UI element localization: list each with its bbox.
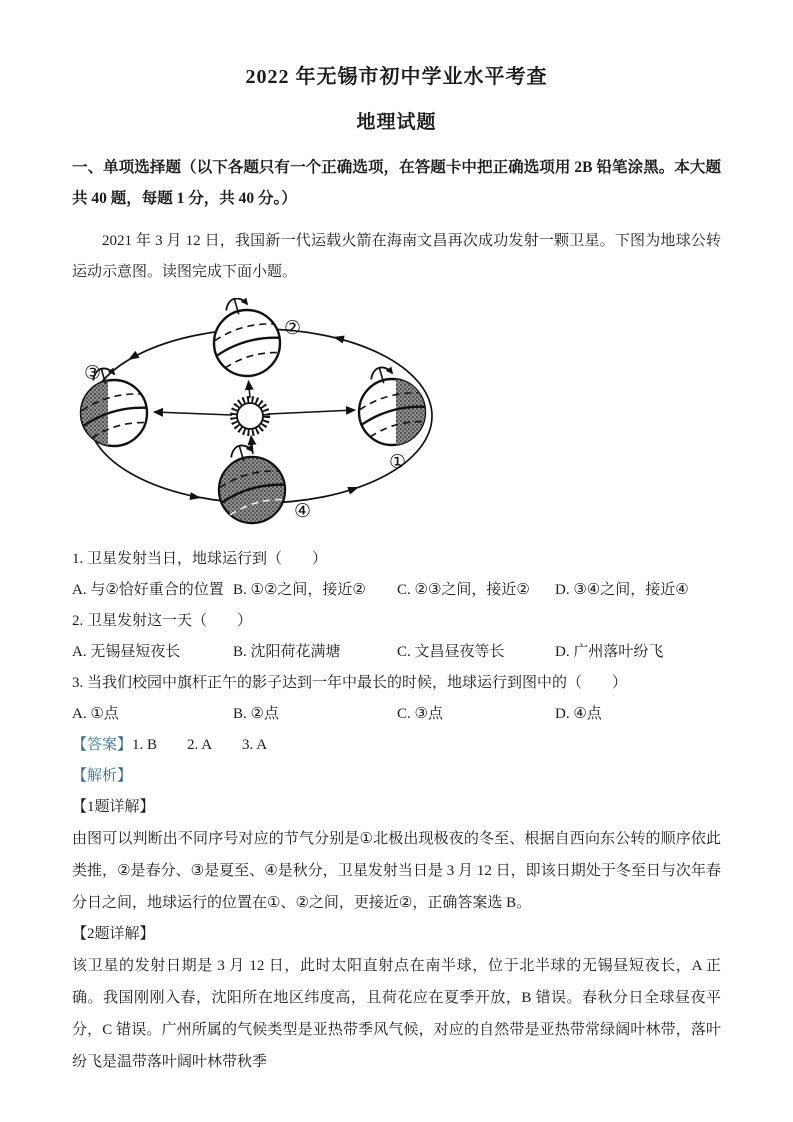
- orbit-arrow: [347, 483, 360, 494]
- question-2-stem: 2. 卫星发射这一天（ ）: [72, 613, 253, 629]
- question-1-option-a: A. 与②恰好重合的位置: [72, 582, 224, 598]
- question-3-option-c: C. ③点: [397, 706, 443, 722]
- earth-globe-position-1: [348, 359, 429, 445]
- question-1-stem: 1. 卫星发射当日，地球运行到（ ）: [72, 551, 328, 567]
- sun-icon: [234, 400, 267, 433]
- orbit-arrow: [126, 351, 140, 364]
- question-2-option-d: D. 广州落叶纷飞: [555, 644, 664, 660]
- analysis-label: 【解析】: [72, 768, 133, 784]
- analysis-2-body: 该卫星的发射日期是 3 月 12 日，此时太阳直射点在南半球，位于北半球的无锡昼短夜长，A 正确。我国刚刚入春，沈阳所在地区纬度高，且荷花应在夏季开放，B 错误。春秋分日全球昼夜平分，C 错误。广州所属的气候类型是亚热带季风气候，对应的自然带是亚热带常绿阔叶林带，落叶纷飞是温带落叶阔叶林带秋季: [72, 958, 721, 1070]
- analysis-2-heading: 【2题详解】: [72, 926, 155, 942]
- question-1-option-b: B. ①②之间，接近②: [233, 582, 366, 598]
- intro-paragraph: 2021 年 3 月 12 日，我国新一代运载火箭在海南文昌再次成功发射一颗卫星。下图为地球公转运动示意图。读图完成下面小题。: [72, 233, 721, 280]
- answer-item-1: 1. B: [132, 737, 158, 753]
- answer-item-3: 3. A: [242, 737, 268, 753]
- question-1-options: [72, 575, 721, 606]
- question-1-option-c: C. ②③之间，接近②: [397, 582, 530, 598]
- earth-revolution-diagram: [74, 298, 466, 538]
- questions-block: [72, 544, 721, 1078]
- question-2-option-c: C. 文昌昼夜等长: [397, 644, 505, 660]
- question-2-option-b: B. 沈阳荷花满塘: [233, 644, 341, 660]
- position-label-1: ①: [389, 451, 407, 473]
- position-label-4: ④: [294, 500, 312, 522]
- question-3-option-a: A. ①点: [72, 706, 119, 722]
- question-3-option-b: B. ②点: [233, 706, 279, 722]
- answer-line: [72, 730, 721, 761]
- section-heading: 一、单项选择题（以下各题只有一个正确选项，在答题卡中把正确选项用 2B 铅笔涂黑。本大题共 40 题，每题 1 分，共 40 分。）: [72, 159, 721, 207]
- sun-ray-arrow-left: [154, 412, 232, 415]
- question-3-options: [72, 699, 721, 730]
- sun-ray-arrow-right: [268, 410, 355, 414]
- question-3-option-d: D. ④点: [555, 706, 602, 722]
- paper-subtitle: 地理试题: [356, 112, 437, 133]
- position-label-2: ②: [284, 317, 302, 339]
- question-1-option-d: D. ③④之间，接近④: [555, 582, 689, 598]
- analysis-1-body: 由图可以判断出不同序号对应的节气分别是①北极出现极夜的冬至、根据自西向东公转的顺序依此类推，②是春分、③是夏至、④是秋分，卫星发射当日是 3 月 12 日，即该日期处于冬至日与次年春分日之间，地球运行的位置在①、②之间，更接近②，正确答案选 B。: [72, 831, 721, 911]
- answer-label: 【答案】: [72, 737, 133, 753]
- earth-globe-position-4: [208, 437, 289, 523]
- position-label-3: ③: [84, 362, 102, 384]
- earth-orbit-figure: [74, 298, 466, 538]
- question-3-stem: 3. 当我们校园中旗杆正午的影子达到一年中最长的时候，地球运行到图中的（ ）: [72, 675, 628, 691]
- analysis-1-heading: 【1题详解】: [72, 799, 155, 815]
- answer-item-2: 2. A: [187, 737, 213, 753]
- sun-ray-arrow-up: [249, 381, 251, 398]
- question-2-option-a: A. 无锡昼短夜长: [72, 644, 181, 660]
- question-2-options: [72, 637, 721, 668]
- paper-title: 2022 年无锡市初中学业水平考查: [245, 66, 548, 88]
- earth-globe-position-2: [203, 298, 284, 376]
